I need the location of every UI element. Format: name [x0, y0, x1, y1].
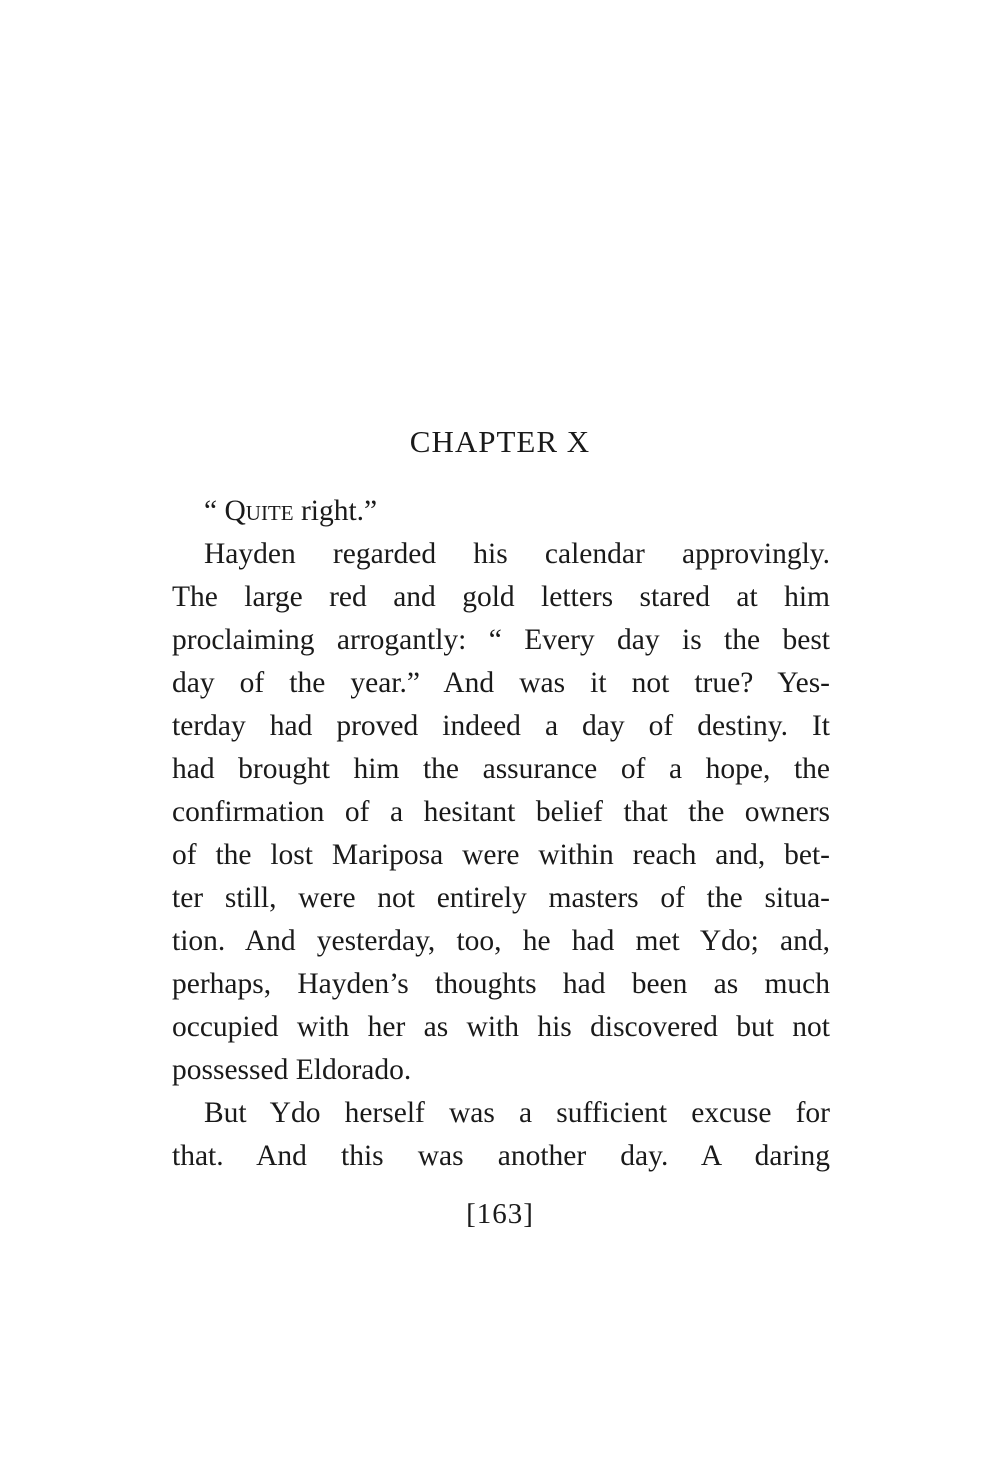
paragraph-1: [172, 533, 830, 1092]
paragraph-2: [172, 1092, 830, 1178]
text-line: day of the year.” And was it not true? Yes-: [172, 667, 830, 699]
page-number: [163]: [466, 1198, 534, 1230]
text-line: But Ydo herself was a sufficient excuse for: [204, 1097, 830, 1129]
chapter-heading: CHAPTER X: [409, 424, 591, 459]
body-text: [172, 490, 830, 1178]
text-line: The large red and gold letters stared at him: [172, 581, 830, 613]
opening-line: [172, 490, 830, 533]
opening-quote: “: [204, 495, 225, 527]
text-line: proclaiming arrogantly: “ Every day is the best: [172, 624, 830, 656]
text-line: Hayden regarded his calendar approvingly.: [204, 538, 830, 570]
opening-first-word: Quite: [224, 495, 294, 527]
text-line: had brought him the assurance of a hope, the: [172, 753, 830, 785]
text-line: tion. And yesterday, too, he had met Ydo; and,: [172, 925, 830, 957]
text-line: perhaps, Hayden’s thoughts had been as much: [172, 968, 830, 1000]
text-line: of the lost Mariposa were within reach and, bet-: [172, 839, 830, 871]
text-line: possessed Eldorado.: [172, 1054, 412, 1086]
opening-rest: right.”: [293, 495, 378, 527]
text-line: confirmation of a hesitant belief that the owners: [172, 796, 830, 828]
text-line: that. And this was another day. A daring: [172, 1140, 830, 1172]
text-line: occupied with her as with his discovered but not: [172, 1011, 830, 1043]
text-line: terday had proved indeed a day of destiny. It: [172, 710, 830, 742]
text-line: ter still, were not entirely masters of the situa-: [172, 882, 830, 914]
